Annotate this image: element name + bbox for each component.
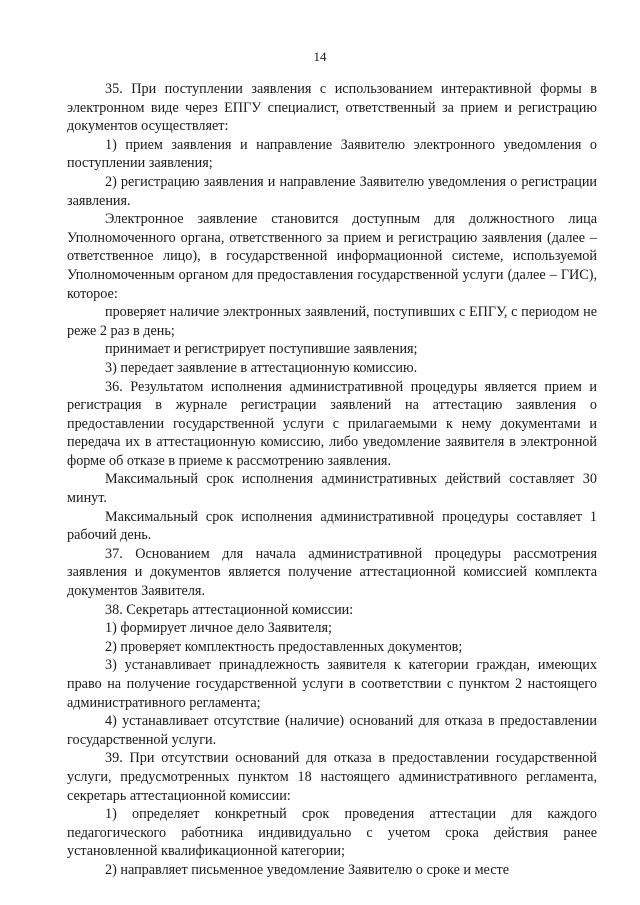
paragraph-36: 36. Результатом исполнения административной процедуры является прием и регистрация в журнале регистрации заявлений на аттестацию заявления о предоставлении государственной услуги с прилагаемыми к нему документами и передача их в аттестационную комиссию, либо уведомление заявителя в электронной форме об отказе в приеме к рассмотрению заявления. xyxy=(67,378,597,469)
paragraph-electronic-application: Электронное заявление становится доступным для должностного лица Уполномоченного органа, ответственного за прием и регистрацию заявления (далее – ответственное лицо), в государственной информационной системе, используемой Уполномоченным органом для предоставления государственной услуги (далее – ГИС), которое: xyxy=(67,211,597,302)
paragraph-39-item-2: 2) направляет письменное уведомление Заявителю о сроке и месте xyxy=(105,861,509,878)
paragraph-38-item-4: 4) устанавливает отсутствие (наличие) оснований для отказа в предоставлении государственной услуги. xyxy=(67,713,597,748)
paragraph-38-item-2: 2) проверяет комплектность предоставленных документов; xyxy=(105,638,463,655)
paragraph-39-item-1: 1) определяет конкретный срок проведения аттестации для каждого педагогического работника индивидуально с учетом срока действия ранее установленной квалификационной категории; xyxy=(67,806,597,860)
paragraph-max-time-procedure: Максимальный срок исполнения административной процедуры составляет 1 рабочий день. xyxy=(67,508,597,544)
paragraph-37: 37. Основанием для начала административной процедуры рассмотрения заявления и документов является получение аттестационной комиссией комплекта документов Заявителя. xyxy=(67,545,597,600)
page-number: 14 xyxy=(313,49,327,64)
paragraph-38-item-3: 3) устанавливает принадлежность заявителя к категории граждан, имеющих право на получение государственной услуги в соответствии с пунктом 2 настоящего административного регламента; xyxy=(67,657,597,711)
paragraph-registers-applications: принимает и регистрирует поступившие заявления; xyxy=(105,341,418,358)
paragraph-35-item-2: 2) регистрацию заявления и направление Заявителю уведомления о регистрации заявления. xyxy=(67,173,597,209)
paragraph-max-time-actions: Максимальный срок исполнения административных действий составляет 30 минут. xyxy=(67,471,597,507)
paragraph-35: 35. При поступлении заявления с использованием интерактивной формы в электронном виде через ЕПГУ специалист, ответственный за прием и регистрацию документов осуществляет: xyxy=(67,81,597,135)
paragraph-39: 39. При отсутствии оснований для отказа в предоставлении государственной услуги, предусмотренных пунктом 18 настоящего административного регламента, секретарь аттестационной комиссии: xyxy=(67,750,597,804)
paragraph-38-item-1: 1) формирует личное дело Заявителя; xyxy=(105,620,332,637)
paragraph-35-item-1: 1) прием заявления и направление Заявителю электронного уведомления о поступлении заявления; xyxy=(67,136,597,172)
paragraph-checks-applications: проверяет наличие электронных заявлений, поступивших с ЕПГУ, с периодом не реже 2 раз в день; xyxy=(67,304,597,339)
paragraph-transfer-to-commission: 3) передает заявление в аттестационную комиссию. xyxy=(105,359,418,376)
document-body xyxy=(67,80,597,880)
paragraph-38: 38. Секретарь аттестационной комиссии: xyxy=(105,601,354,618)
